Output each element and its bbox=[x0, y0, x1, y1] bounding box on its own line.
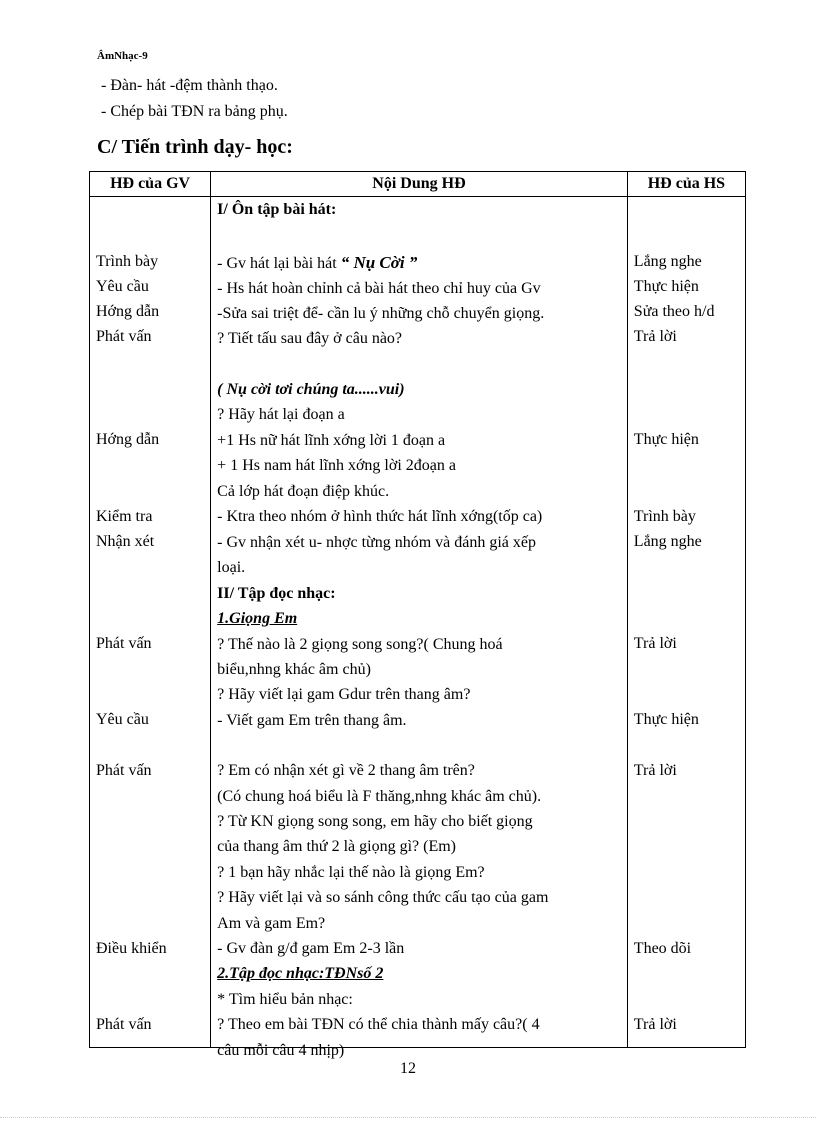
hs-item: Trả lời bbox=[633, 635, 677, 652]
gv-item: Phát vấn bbox=[96, 1016, 152, 1033]
header-hs: HĐ của HS bbox=[627, 172, 745, 197]
content-line: - Gv hát lại bài hát “ Nụ Cời ” bbox=[217, 253, 418, 272]
content-line: ? Từ KN giọng song song, em hãy cho biết giọng bbox=[217, 813, 533, 830]
content-line: + 1 Hs nam hát lĩnh xớng lời 2đoạn a bbox=[217, 457, 456, 474]
content-line: ? Hãy hát lại đoạn a bbox=[217, 406, 345, 423]
content-line: ( Nụ cời tơi chúng ta......vui) bbox=[217, 381, 405, 398]
section-title: C/ Tiến trình dạy- học: bbox=[97, 136, 293, 158]
content-line: ? Em có nhận xét gì về 2 thang âm trên? bbox=[217, 762, 475, 779]
content-line: II/ Tập đọc nhạc: bbox=[217, 585, 336, 602]
document-header: ÂmNhạc-9 bbox=[97, 50, 148, 62]
content-column bbox=[211, 197, 628, 1059]
hs-item: Thực hiện bbox=[633, 431, 699, 448]
prep-line-1: - Đàn- hát -đệm thành thạo. bbox=[101, 77, 278, 94]
content-line: ? Tiết tấu sau đây ở câu nào? bbox=[217, 330, 403, 347]
hs-item: Theo dõi bbox=[633, 940, 692, 957]
content-line: - Viết gam Em trên thang âm. bbox=[217, 712, 407, 729]
gv-item: Yêu cầu bbox=[96, 711, 149, 728]
content-line: - Gv nhận xét u- nhợc từng nhóm và đánh giá xếp bbox=[217, 534, 537, 551]
hs-item: Trả lời bbox=[633, 1016, 677, 1033]
gv-item: Điều khiển bbox=[96, 940, 167, 957]
content-line: ? Thế nào là 2 giọng song song?( Chung hoá bbox=[217, 636, 503, 653]
content-line: I/ Ôn tập bài hát: bbox=[217, 201, 337, 218]
hs-item: Sửa theo h/d bbox=[633, 303, 715, 320]
content-line: ? Hãy viết lại và so sánh công thức cấu tạo của gam bbox=[217, 889, 549, 906]
page-number: 12 bbox=[400, 1060, 416, 1077]
gv-item: Trình bày bbox=[96, 253, 159, 270]
gv-item: Yêu cầu bbox=[96, 278, 149, 295]
hs-item: Trả lời bbox=[633, 762, 677, 779]
content-line: của thang âm thứ 2 là giọng gì? (Em) bbox=[217, 838, 456, 855]
content-line: (Có chung hoá biểu là F thăng,nhng khác âm chủ). bbox=[217, 788, 542, 805]
gv-item: Nhận xét bbox=[96, 533, 155, 550]
content-line: Am và gam Em? bbox=[217, 915, 326, 932]
header-gv: HĐ của GV bbox=[90, 172, 211, 197]
gv-item: Phát vấn bbox=[96, 762, 152, 779]
content-line: - Ktra theo nhóm ở hình thức hát lĩnh xớng(tốp ca) bbox=[217, 508, 543, 525]
content-line: - Gv đàn g/đ gam Em 2-3 lần bbox=[217, 940, 405, 957]
content-line: câu mỗi câu 4 nhịp) bbox=[217, 1042, 345, 1059]
content-line: -Sửa sai triệt để- cần lu ý những chỗ chuyển giọng. bbox=[217, 305, 545, 322]
content-line: biểu,nhng khác âm chủ) bbox=[217, 661, 371, 678]
gv-item: Phát vấn bbox=[96, 635, 152, 652]
hs-item: Trình bày bbox=[633, 508, 696, 525]
hs-column bbox=[627, 197, 745, 1048]
hs-item: Thực hiện bbox=[633, 711, 699, 728]
hs-item: Lắng nghe bbox=[633, 253, 702, 270]
content-line: ? 1 bạn hãy nhắc lại thế nào là giọng Em? bbox=[217, 864, 485, 881]
lesson-table bbox=[89, 171, 746, 1059]
content-line: ? Theo em bài TĐN có thể chia thành mấy câu?( 4 bbox=[217, 1016, 540, 1033]
gv-item: Hớng dẫn bbox=[96, 303, 160, 320]
content-line: 2.Tập đọc nhạc:TĐNsố 2 bbox=[217, 965, 384, 982]
content-line: loại. bbox=[217, 559, 246, 576]
gv-column bbox=[90, 197, 211, 1048]
content-line: - Hs hát hoàn chỉnh cả bài hát theo chỉ huy của Gv bbox=[217, 280, 541, 297]
content-line: 1.Giọng Em bbox=[217, 610, 298, 627]
content-line: Cả lớp hát đoạn điệp khúc. bbox=[217, 483, 390, 500]
content-line: +1 Hs nữ hát lĩnh xớng lời 1 đoạn a bbox=[217, 432, 446, 449]
header-content: Nội Dung HĐ bbox=[211, 172, 628, 197]
content-line: * Tìm hiểu bản nhạc: bbox=[217, 991, 353, 1008]
gv-item: Hớng dẫn bbox=[96, 431, 160, 448]
hs-item: Lắng nghe bbox=[633, 533, 702, 550]
page-bottom-divider bbox=[0, 1117, 816, 1118]
gv-item: Phát vấn bbox=[96, 328, 152, 345]
table-body-row bbox=[90, 197, 746, 1048]
gv-item: Kiểm tra bbox=[96, 508, 153, 525]
hs-item: Trả lời bbox=[633, 328, 677, 345]
hs-item: Thực hiện bbox=[633, 278, 699, 295]
table-header-row bbox=[90, 172, 746, 197]
content-line: ? Hãy viết lại gam Gdur trên thang âm? bbox=[217, 686, 471, 703]
prep-line-2: - Chép bài TĐN ra bảng phụ. bbox=[101, 103, 288, 120]
